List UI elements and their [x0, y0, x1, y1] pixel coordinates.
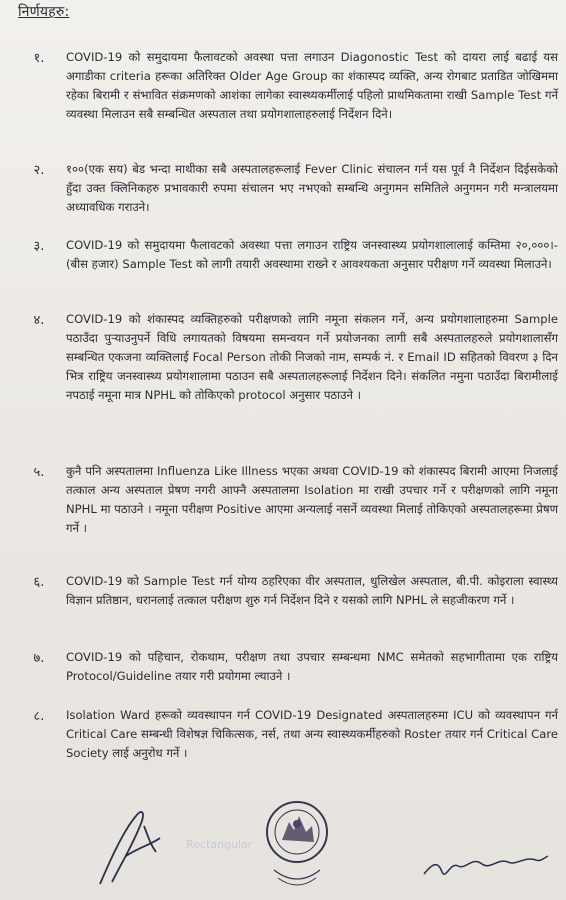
decision-item [22, 236, 558, 274]
decision-item [22, 160, 558, 217]
decisions-heading: निर्णयहरु: [18, 4, 70, 20]
item-number: ४. [33, 313, 45, 328]
item-number: ६. [33, 575, 45, 590]
item-text: COVID-19 को Sample Test गर्न योग्य ठहरिएका वीर अस्पताल, धुलिखेल अस्पताल, बी.पी. कोइराला स्वास्थ्य विज्ञान प्रतिष्ठान, धरानलाई तत्काल परीक्षण शुरु गर्न निर्देशन दिने र यसको लागि NPHL ले सहजीकरण गर्ने । [66, 574, 558, 607]
decision-item [22, 572, 558, 610]
item-text: कुनै पनि अस्पतालमा Influenza Like Illness भएका अथवा COVID-19 को शंकास्पद बिरामी आएमा निजलाई तत्काल अन्य अस्पताल प्रेषण नगरी आफ्नै अस्पतालमा Isolation मा राखी उपचार गर्ने र परीक्षणको लागि नमूना NPHL मा पठाउने । नमूना परीक्षण Positive आएमा अन्यलाई नसर्ने व्यवस्था मिलाई तोकिएको अस्पतालहरूमा प्रेषण गर्ने । [66, 464, 558, 535]
item-text: COVID-19 को पहिचान, रोकथाम, परीक्षण तथा उपचार सम्बन्धमा NMC समेतको सहभागीतामा एक राष्ट्रिय Protocol/Guideline तयार गरी प्रयोगमा ल्याउने । [66, 650, 558, 683]
item-number: ३. [33, 239, 45, 254]
item-number: ८. [33, 709, 45, 724]
decision-item [22, 648, 558, 686]
government-seal [262, 792, 332, 896]
item-number: ७. [33, 651, 45, 666]
decision-item [22, 310, 558, 405]
left-signature [90, 796, 180, 896]
item-number: २. [33, 163, 45, 178]
item-text: COVID-19 को समुदायमा फैलावटको अवस्था पत्ता लगाउन Diagonostic Test को दायरा लाई बढाई यस अगाडीका criteria हरूका अतिरिक्त Older Age Group का शंकास्पद व्यक्ति, अन्य रोगबाट प्रताडित जोखिममा रहेका बिरामी र संभावित संक्रमणको आशंका लागेका स्वास्थ्यकर्मीलाई पहिलो प्राथमिकतामा राखी Sample Test गर्ने व्यवस्था मिलाउन सबै सम्बन्धित अस्पताल तथा प्रयोगशालाहरुलाई निर्देशन दिने। [66, 50, 558, 121]
watermark-text: Rectangular [186, 838, 253, 851]
signature-area [0, 790, 566, 900]
item-text: COVID-19 को समुदायमा फैलावटको अवस्था पत्ता लगाउन राष्ट्रिय जनस्वास्थ्य प्रयोगशालालाई कम्तिमा २०,०००।-(बीस हजार) Sample Test को लागी तयारी अवस्थामा राख्ने र आवश्यकता अनुसार परीक्षण गर्ने व्यवस्था मिलाउने। [66, 238, 558, 271]
right-signature [420, 846, 550, 886]
item-text: Isolation Ward हरूको व्यवस्थापन गर्न COVID-19 Designated अस्पतालहरुमा ICU को व्यवस्थापन गर्न Critical Care सम्बन्धी विशेषज्ञ चिकित्सक, नर्स, तथा अन्य स्वास्थ्यकर्मीहरुको Roster तयार गर्न Critical Care Society लाई अनुरोध गर्ने । [66, 708, 558, 760]
item-number: १. [33, 51, 45, 66]
item-text: १००(एक सय) बेड भन्दा माथीका सबै अस्पतालहरूलाई Fever Clinic संचालन गर्न यस पूर्व नै निर्देशन दिईसकेको हुँदा उक्त क्लिनिकहरु प्रभावकारी रुपमा संचालन भए नभएको सम्बन्धि अनुगमन समितिले अनुगमन गरी मन्त्रालयमा अध्यावधिक गराउने। [66, 162, 558, 214]
decision-item [22, 706, 558, 763]
item-number: ५. [33, 465, 45, 480]
decision-item [22, 462, 558, 538]
item-text: COVID-19 को शंकास्पद व्यक्तिहरुको परीक्षणको लागि नमूना संकलन गर्ने, अन्य प्रयोगशालाहरुमा Sample पठाउँदा पुऱ्याउनुपर्ने विधि लगायतको विषयमा समन्वयन गर्ने प्रयोजनका लागी सबै अस्पतालहरुले प्रयोगशालासँग सम्बन्धित एकजना व्यक्तिलाई Focal Person तोकी निजको नाम, सम्पर्क नं. र Email ID सहितको विवरण ३ दिन भित्र राष्ट्रिय जनस्वास्थ्य प्रयोगशालामा पठाउन सबै अस्पतालहरूलाई निर्देशन दिने। संकलित नमुना पठाउँदा बिरामीलाई नपठाई नमूना मात्र NPHL को तोकिएको protocol अनुसार पठाउने । [66, 312, 558, 402]
decision-item [22, 48, 558, 124]
